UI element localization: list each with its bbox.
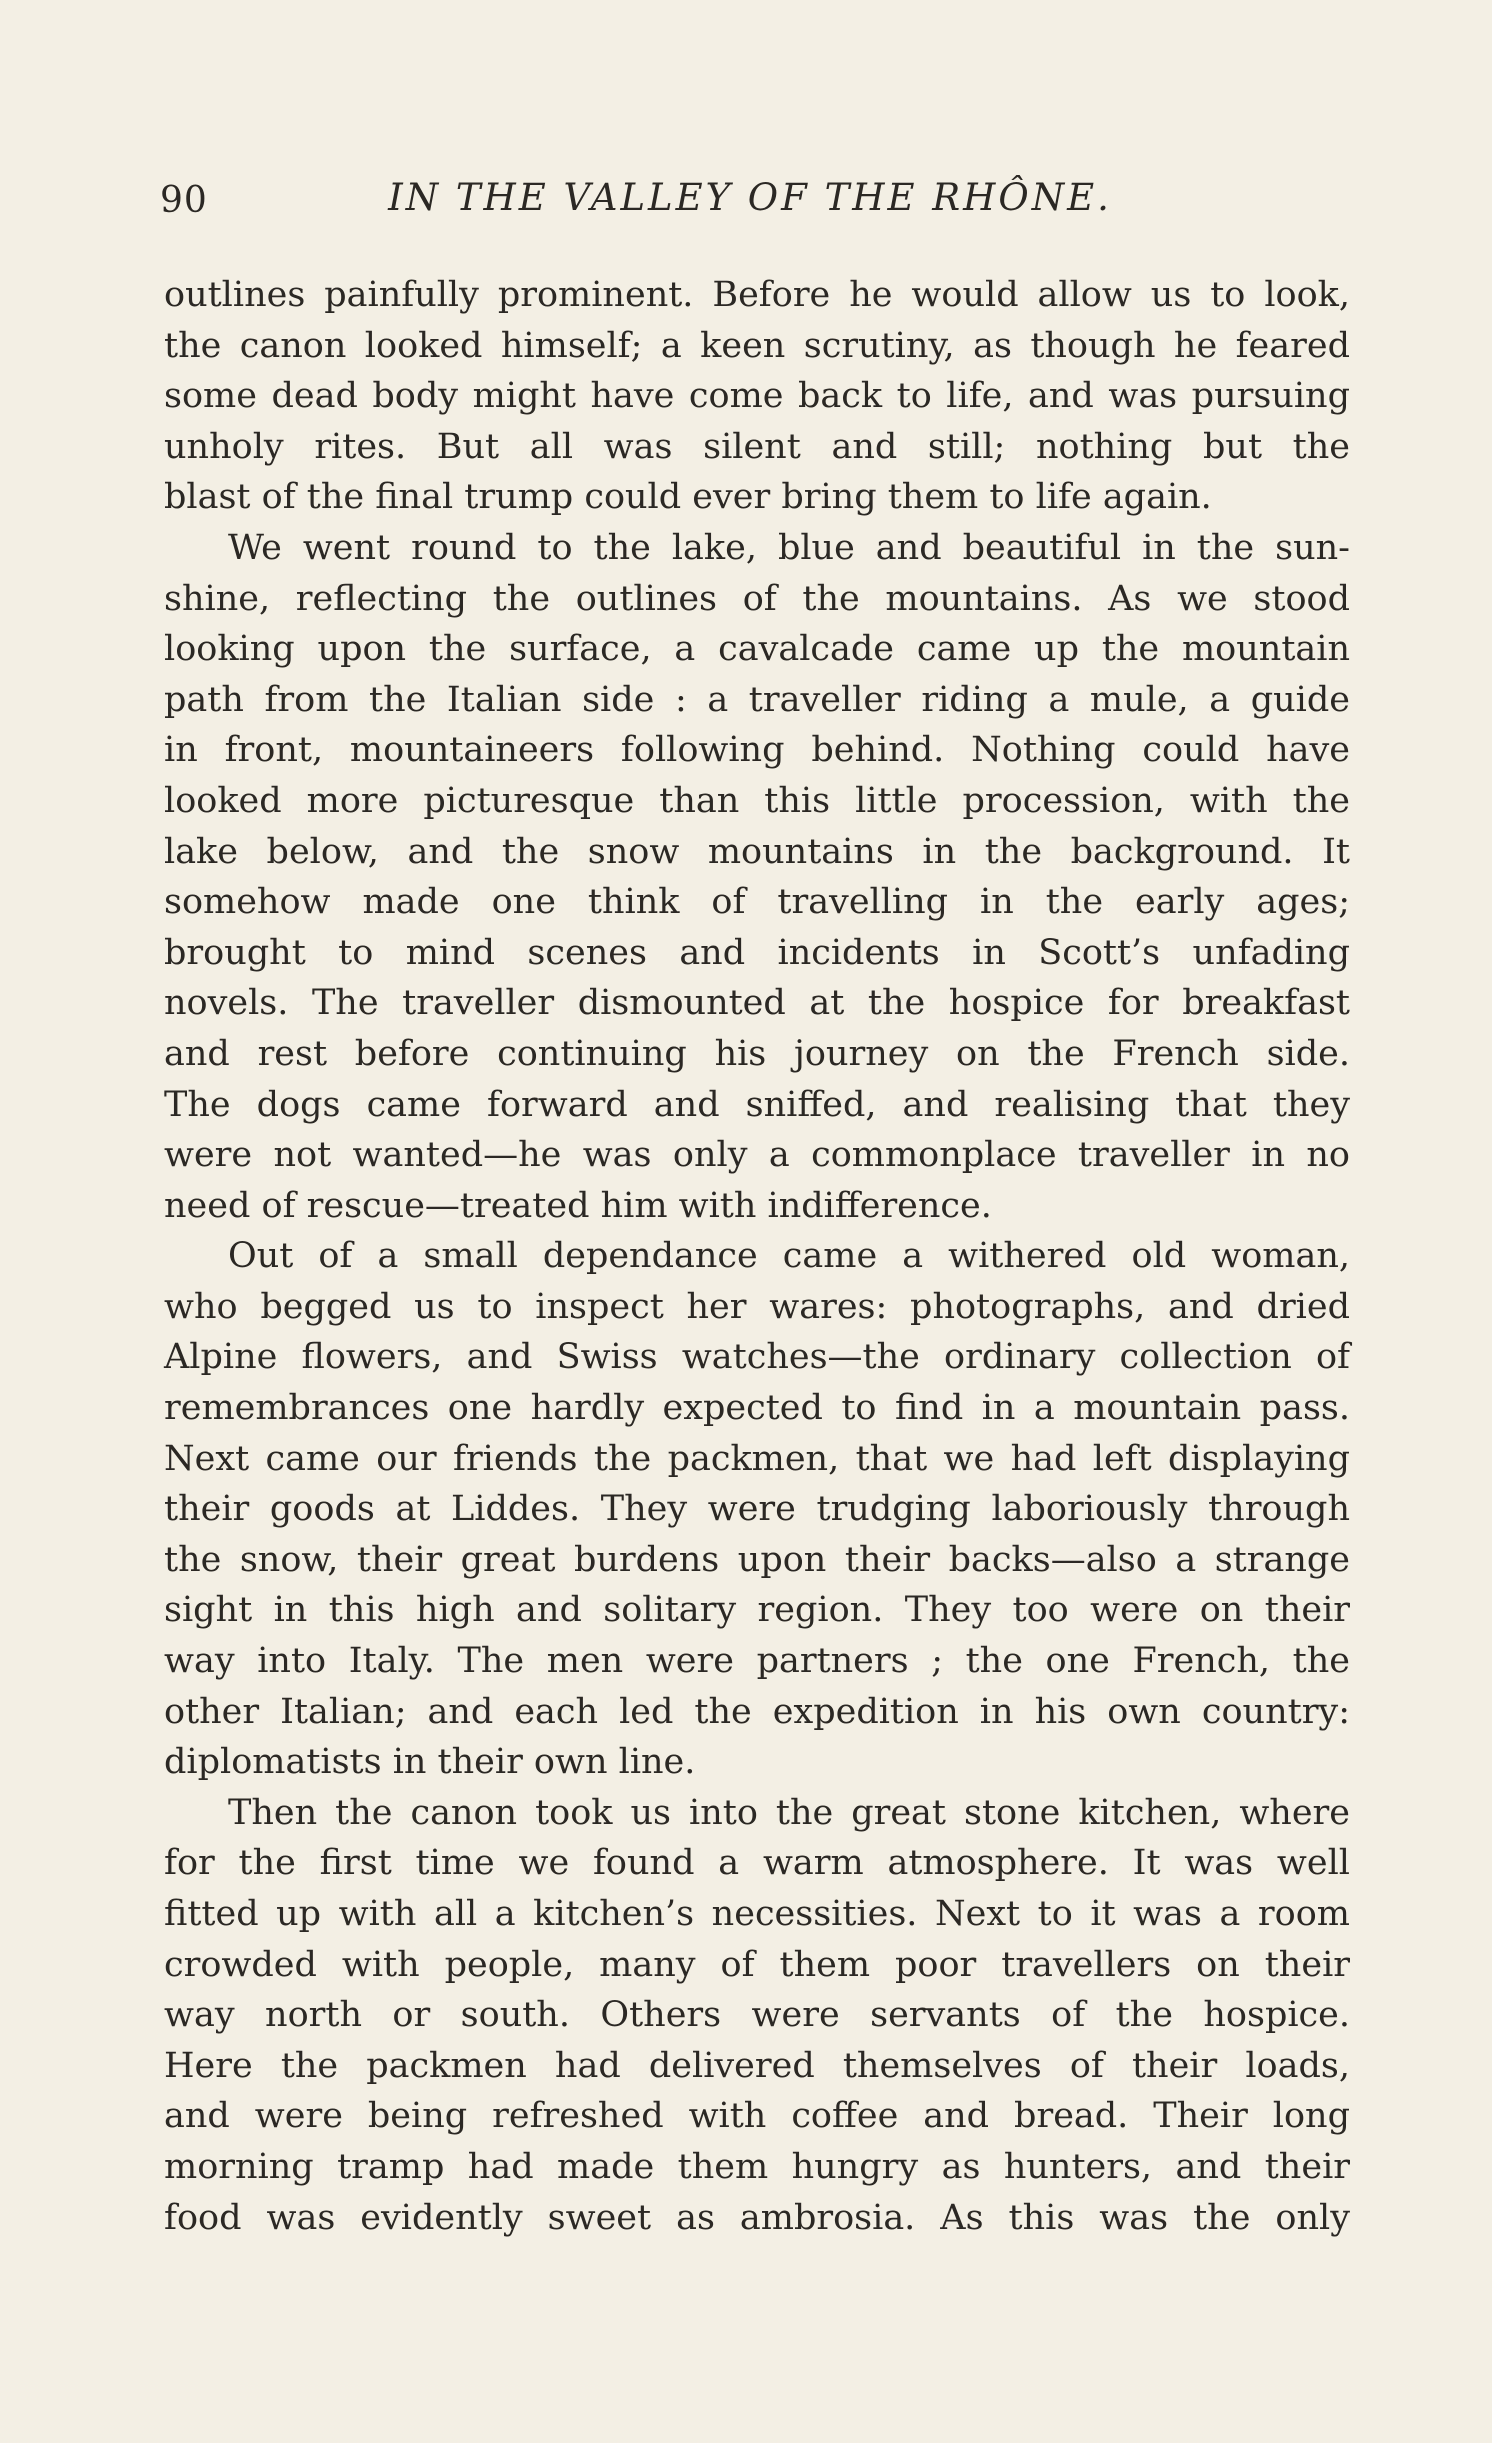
- text-line: morning tramp had made them hungry as hunters, and their: [164, 2146, 1350, 2187]
- body-text: [164, 270, 1350, 2243]
- text-line: lake below, and the snow mountains in the background. It: [164, 831, 1350, 872]
- page-header: [160, 176, 1340, 236]
- text-line: the canon looked himself; a keen scrutiny, as though he feared: [164, 325, 1350, 366]
- running-head: IN THE VALLEY OF THE RHÔNE.: [388, 176, 1112, 219]
- text-line: the snow, their great burdens upon their backs—also a strange: [164, 1539, 1350, 1580]
- text-line: Then the canon took us into the great stone kitchen, where: [228, 1792, 1350, 1833]
- text-line: looked more picturesque than this little procession, with the: [164, 780, 1350, 821]
- text-line: remembrances one hardly expected to find in a mountain pass.: [164, 1388, 1350, 1429]
- text-line: shine, reflecting the outlines of the mountains. As we stood: [164, 578, 1350, 619]
- text-line: brought to mind scenes and incidents in Scott’s unfading: [164, 932, 1350, 973]
- text-line: Out of a small dependance came a withered old woman,: [228, 1236, 1350, 1277]
- text-line: and were being refreshed with coffee and bread. Their long: [164, 2096, 1350, 2137]
- text-line: somehow made one think of travelling in the early ages;: [164, 882, 1350, 923]
- text-line: who begged us to inspect her wares: photographs, and dried: [164, 1286, 1350, 1327]
- text-line: Next came our friends the packmen, that we had left displaying: [164, 1438, 1350, 1479]
- text-line: path from the Italian side : a traveller riding a mule, a guide: [164, 679, 1350, 720]
- text-line: other Italian; and each led the expedition in his own country:: [164, 1691, 1350, 1732]
- text-line: were not wanted—he was only a commonplace traveller in no: [164, 1135, 1350, 1176]
- text-line: for the first time we found a warm atmosphere. It was well: [164, 1843, 1350, 1884]
- text-line: outlines painfully prominent. Before he would allow us to look,: [164, 275, 1350, 315]
- page-number: 90: [160, 180, 208, 221]
- text-line: some dead body might have come back to life, and was pursuing: [164, 376, 1350, 417]
- text-line: and rest before continuing his journey on the French side.: [164, 1033, 1350, 1074]
- text-line: novels. The traveller dismounted at the hospice for breakfast: [164, 983, 1350, 1024]
- text-line: way north or south. Others were servants of the hospice.: [164, 1995, 1350, 2036]
- text-line: crowded with people, many of them poor travellers on their: [164, 1944, 1350, 1985]
- text-line: unholy rites. But all was silent and still; nothing but the: [164, 426, 1350, 467]
- text-line: in front, mountaineers following behind. Nothing could have: [164, 730, 1350, 771]
- text-line: way into Italy. The men were partners ; the one French, the: [164, 1641, 1350, 1682]
- text-line: food was evidently sweet as ambrosia. As this was the only: [164, 2197, 1350, 2238]
- text-line: need of rescue—treated him with indifference.: [164, 1185, 992, 1226]
- text-line: We went round to the lake, blue and beautiful in the sun-: [228, 527, 1350, 568]
- text-line: diplomatists in their own line.: [164, 1742, 696, 1783]
- text-line: Alpine flowers, and Swiss watches—the ordinary collection of: [164, 1337, 1350, 1378]
- text-line: The dogs came forward and sniffed, and realising that they: [164, 1084, 1350, 1125]
- text-line: looking upon the surface, a cavalcade came up the mountain: [164, 629, 1350, 670]
- text-line: blast of the final trump could ever bring them to life again.: [164, 477, 1212, 518]
- text-line: fitted up with all a kitchen’s necessities. Next to it was a room: [164, 1894, 1350, 1934]
- text-line: Here the packmen had delivered themselves of their loads,: [164, 2045, 1350, 2086]
- text-line: their goods at Liddes. They were trudging laboriously through: [164, 1489, 1350, 1530]
- text-line: sight in this high and solitary region. They too were on their: [164, 1590, 1350, 1631]
